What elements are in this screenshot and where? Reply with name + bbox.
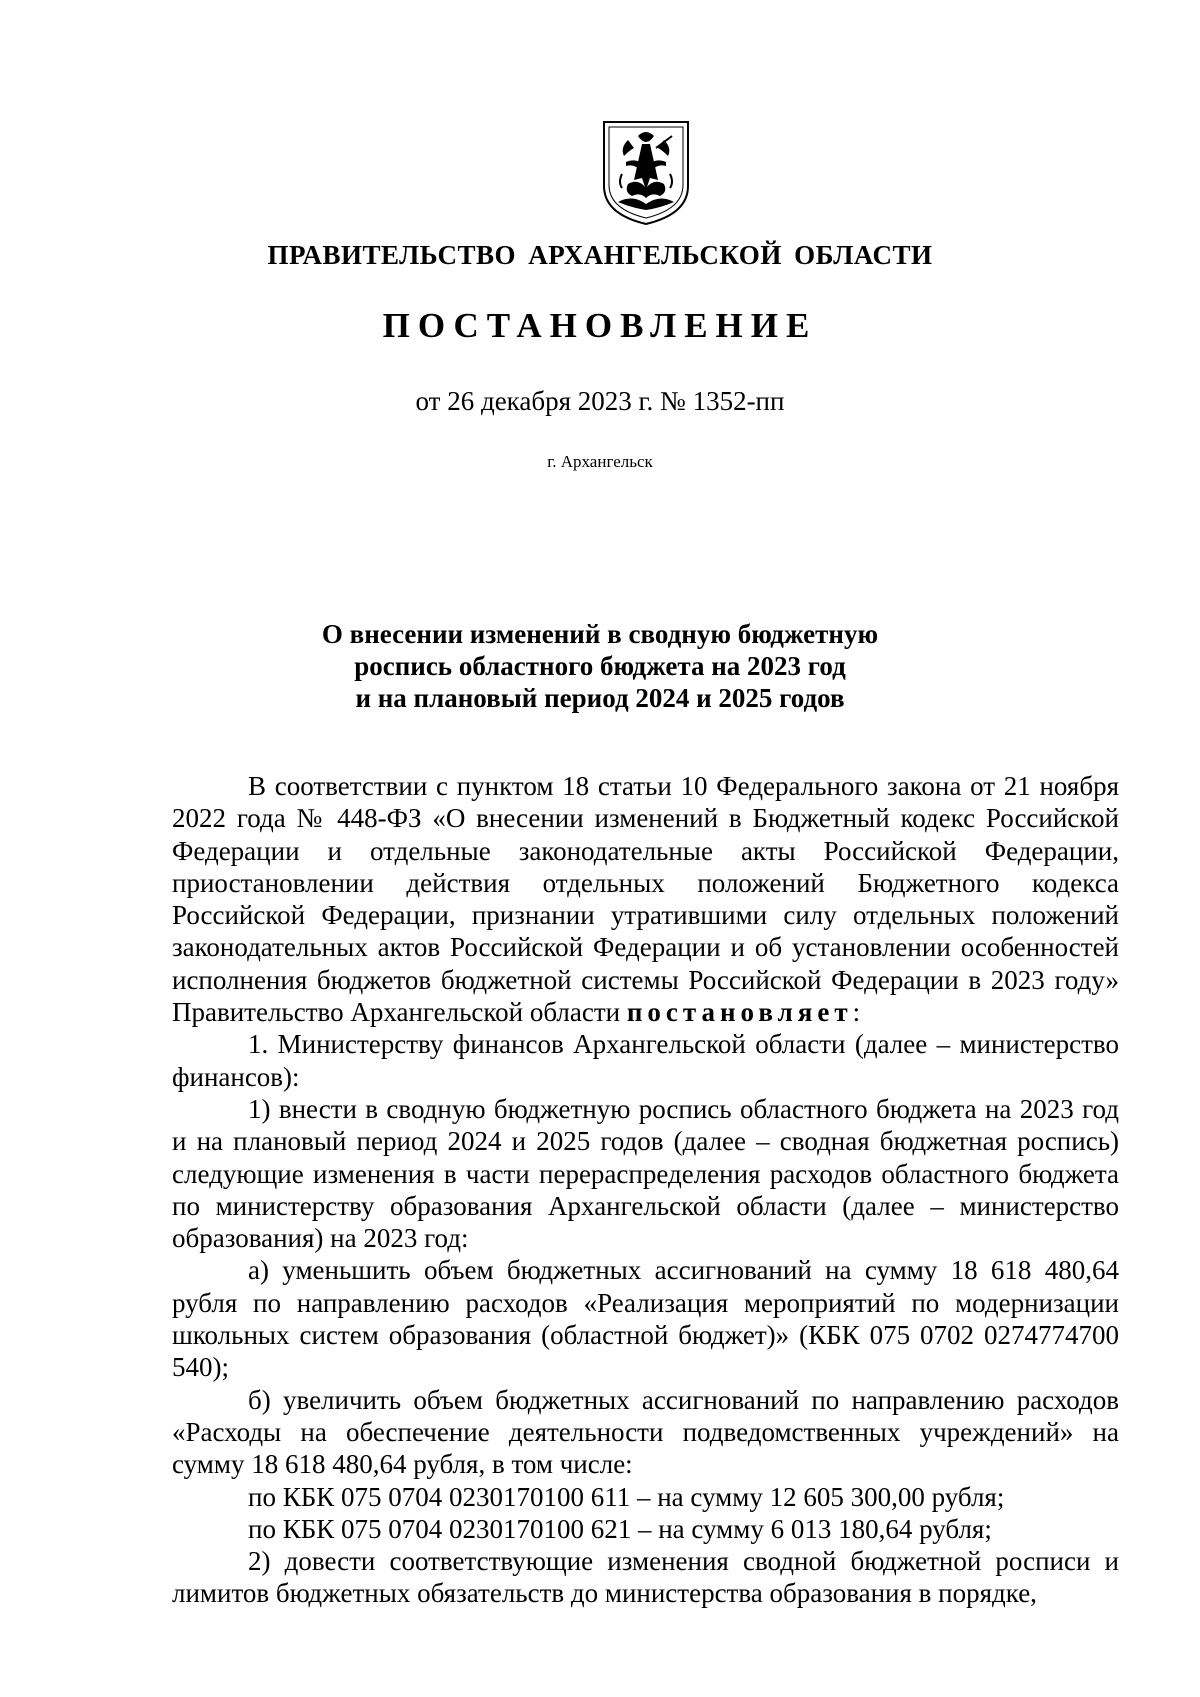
item-1-paragraph: 1. Министерству финансов Архангельской области (далее – министерство финансов):	[172, 1029, 1119, 1092]
resolves-word: постановляет	[626, 997, 853, 1028]
kbk-line-1: по КБК 075 0704 0230170100 611 – на сумму 12 605 300,00 рубля;	[248, 1481, 1005, 1512]
document-date-number: от 26 декабря 2023 г. № 1352-пп	[415, 386, 785, 416]
item-1-2-paragraph: 2) довести соответствующие изменения сводной бюджетной росписи и лимитов бюджетных обязательств до министерства образования в порядке,	[172, 1546, 1119, 1609]
subject-line-3: и на плановый период 2024 и 2025 годов	[355, 683, 845, 713]
document-type-heading: ПОСТАНОВЛЕНИЕ	[382, 306, 818, 345]
organization-title: ПРАВИТЕЛЬСТВО АРХАНГЕЛЬСКОЙ ОБЛАСТИ	[267, 240, 933, 270]
item-a-paragraph: а) уменьшить объем бюджетных ассигнований на сумму 18 618 480,64 рубля по направлению расходов «Реализация мероприятий по модернизации школьных систем образования (областной бюджет)» (КБК 075 0702 0274774700 540);	[172, 1255, 1119, 1383]
preamble-text: В соответствии с пунктом 18 статьи 10 Федерального закона от 21 ноября 2022 года № 448-ФЗ «О внесении изменений в Бюджетный кодекс Российской Федерации и отдельные законодательные акты Российской Федерации, приостановлении действия отдельных положений Бюджетного кодекса Российской Федерации, признании утратившими силу отдельных положений законодательных актов Российской Федерации и об установлении особенностей исполнения бюджетов бюджетной системы Российской Федерации в 2023 году» Правительство Архангельской области	[172, 771, 1119, 1028]
subject-line-1: О внесении изменений в сводную бюджетную	[321, 619, 879, 649]
resolves-colon: :	[852, 997, 861, 1028]
document-city: г. Архангельск	[547, 452, 653, 471]
coat-of-arms-emblem	[598, 118, 694, 228]
item-b-paragraph: б) увеличить объем бюджетных ассигнований по направлению расходов «Расходы на обеспечение деятельности подведомственных учреждений» на сумму 18 618 480,64 рубля, в том числе:	[172, 1384, 1119, 1480]
kbk-line-2: по КБК 075 0704 0230170100 621 – на сумму 6 013 180,64 рубля;	[248, 1513, 992, 1544]
document-body	[172, 770, 1119, 1610]
item-1-1-paragraph: 1) внести в сводную бюджетную роспись областного бюджета на 2023 год и на плановый период 2024 и 2025 годов (далее – сводная бюджетная роспись) следующие изменения в части перераспределения расходов областного бюджета по министерству образования Архангельской области (далее – министерство образования) на 2023 год:	[172, 1093, 1119, 1254]
preamble-paragraph	[172, 770, 1119, 1028]
document-subject	[0, 618, 1200, 714]
subject-line-2: роспись областного бюджета на 2023 год	[354, 651, 846, 681]
